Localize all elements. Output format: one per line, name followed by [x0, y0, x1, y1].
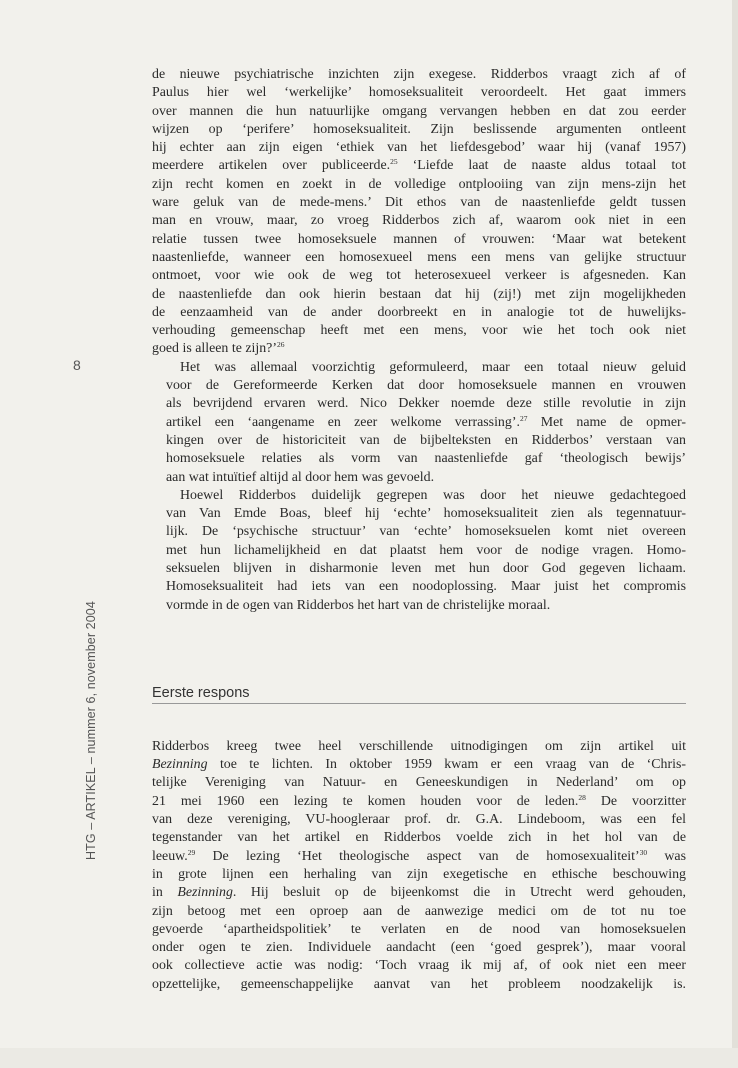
- paragraph-3: [152, 487, 686, 615]
- paragraph-1: [152, 66, 686, 359]
- text-line: Homoseksualiteit had iets van een noodoplossing. Maar juist het compromis: [166, 579, 686, 595]
- text-line: verhouding gemeenschap heeft met een mens, voor wie het toch ook niet: [152, 323, 686, 339]
- text-line: over mannen die hun natuurlijke omgang vervangen hebben en dat zou eerder: [152, 103, 686, 119]
- text-line: relatie tussen twee homoseksuele mannen of vrouwen: ‘Maar wat betekent: [152, 231, 686, 247]
- text-line: 21 mei 1960 een lezing te komen houden voor de leden.$^{28}$ De voorzitter: [152, 792, 686, 809]
- text-line: homoseksuele relaties als vorm van naastenliefde gaf ‘theologisch bewijs’: [166, 451, 686, 467]
- text-line: artikel een ‘aangename en zeer welkome verrassing’.$^{27}$ Met name de opmer-: [166, 413, 686, 430]
- text-line: opzettelijke, gemeenschappelijke aanvat van het probleem noodzakelijk is.: [152, 976, 686, 992]
- text-line: Bezinning toe te lichten. In oktober 1959 kwam er een vraag van de ‘Chris-: [152, 757, 686, 773]
- text-line: naastenliefde, wanneer een homosexueel mens een mens van gelijke structuur: [152, 249, 686, 265]
- body-text-upper: [152, 66, 686, 615]
- text-line: hij echter aan zijn eigen ‘ethiek van het liefdesgebod’ waar hij (vanaf 1957): [152, 140, 686, 156]
- text-line: goed is alleen te zijn?’$^{26}$: [152, 340, 285, 357]
- text-line: Hoewel Ridderbos duidelijk gegrepen was door het nieuwe gedachtegoed: [180, 487, 686, 503]
- page-number: 8: [73, 357, 81, 373]
- text-line: de naastenliefde dan ook hierin bestaan dat hij (zij!) met zijn mogelijkheden: [152, 286, 686, 302]
- paragraph-4: [152, 738, 686, 994]
- section-heading: Eerste respons: [152, 685, 686, 704]
- text-line: vormde in de ogen van Ridderbos het hart van de christelijke moraal.: [166, 597, 551, 613]
- text-line: met hun lichamelijkheid en dat plaatst hem voor de nodige vragen. Homo-: [166, 542, 686, 558]
- text-line: gevoerde ‘apartheidspolitiek’ te verlaten en de nood van homoseksuelen: [152, 921, 686, 937]
- text-line: in grote lijnen een herhaling van zijn exegetische en ethische beschouwing: [152, 866, 686, 882]
- body-text-lower: [152, 724, 686, 1008]
- text-line: leeuw.$^{29}$ De lezing ‘Het theologische aspect van de homosexualiteit’$^{30}$ was: [152, 847, 686, 864]
- text-line: zijn recht komen en zoekt in de volledige ontplooiing van zijn mens-zijn het: [152, 176, 686, 192]
- paragraph-2: [152, 359, 686, 487]
- text-line: ook collectieve actie was nodig: ‘Toch vraag ik mij af, of ook niet een meer: [152, 958, 686, 974]
- text-line: als bevrijdend ervaren werd. Nico Dekker noemde deze stille revolutie in zijn: [166, 396, 686, 412]
- text-line: van deze vereniging, VU-hoogleraar prof. dr. G.A. Lindeboom, was een fel: [152, 812, 686, 828]
- text-line: zijn betoog met een oproep aan de aanwezige medici om de tot nu toe: [152, 903, 686, 919]
- text-line: van Van Emde Boas, bleef hij ‘echte’ homoseksualiteit zien als tegennatuur-: [166, 506, 686, 522]
- text-line: man en vrouw, maar, zo vroeg Ridderbos zich af, waarom ook niet in een: [152, 213, 686, 229]
- text-line: voor de Gereformeerde Kerken dat door homoseksuele mannen en vrouwen: [166, 378, 686, 394]
- text-line: onder ogen te zien. Individuele aandacht (een ‘goed gesprek’), maar vooral: [152, 940, 686, 956]
- text-line: telijke Vereniging van Natuur- en Geneeskundigen in Nederland’ om op: [152, 775, 686, 791]
- running-head: HTG – ARTIKEL – nummer 6, november 2004: [84, 601, 98, 860]
- text-line: de nieuwe psychiatrische inzichten zijn exegese. Ridderbos vraagt zich af of: [152, 67, 686, 82]
- text-line: seksuelen blijven in disharmonie leven met hun door God gegeven lichaam.: [166, 561, 686, 577]
- text-line: Het was allemaal voorzichtig geformuleerd, maar een totaal nieuw geluid: [180, 359, 686, 375]
- text-line: kingen over de historiciteit van de bijbelteksten en Ridderbos’ verstaan van: [166, 432, 686, 448]
- text-line: Paulus hier wel ‘werkelijke’ homoseksualiteit veroordeelt. Het gaat immers: [152, 85, 686, 101]
- text-line: ontmoet, voor wie ook de weg tot heterosexueel verkeer is afgesneden. Kan: [152, 268, 686, 284]
- text-line: de eenzaamheid van de ander doorbreekt en in analogie tot de huwelijks-: [152, 304, 686, 320]
- text-line: in Bezinning. Hij besluit op de bijeenkomst die in Utrecht werd gehouden,: [152, 885, 687, 901]
- text-line: lijk. De ‘psychische structuur’ van ‘echte’ homoseksuelen komt niet overeen: [166, 524, 686, 540]
- text-line: Ridderbos kreeg twee heel verschillende uitnodigingen om zijn artikel uit: [152, 738, 686, 754]
- text-line: tegenstander van het artikel en Ridderbos voelde zich in het hol van de: [152, 830, 686, 846]
- text-line: ware geluk van de mede-mens.’ Dit ethos van de naastenliefde geldt tussen: [152, 195, 686, 211]
- page-edge: [732, 0, 738, 1068]
- bottom-shade: [0, 1048, 738, 1068]
- text-line: wijzen op ‘perifere’ homoseksualiteit. Zijn beslissende argumenten ontleent: [152, 121, 686, 137]
- text-line: aan wat intuïtief altijd al door hem was gevoeld.: [166, 469, 435, 485]
- text-line: meerdere artikelen over publiceerde.$^{25}$ ‘Liefde laat de naaste aldus totaal tot: [152, 157, 686, 174]
